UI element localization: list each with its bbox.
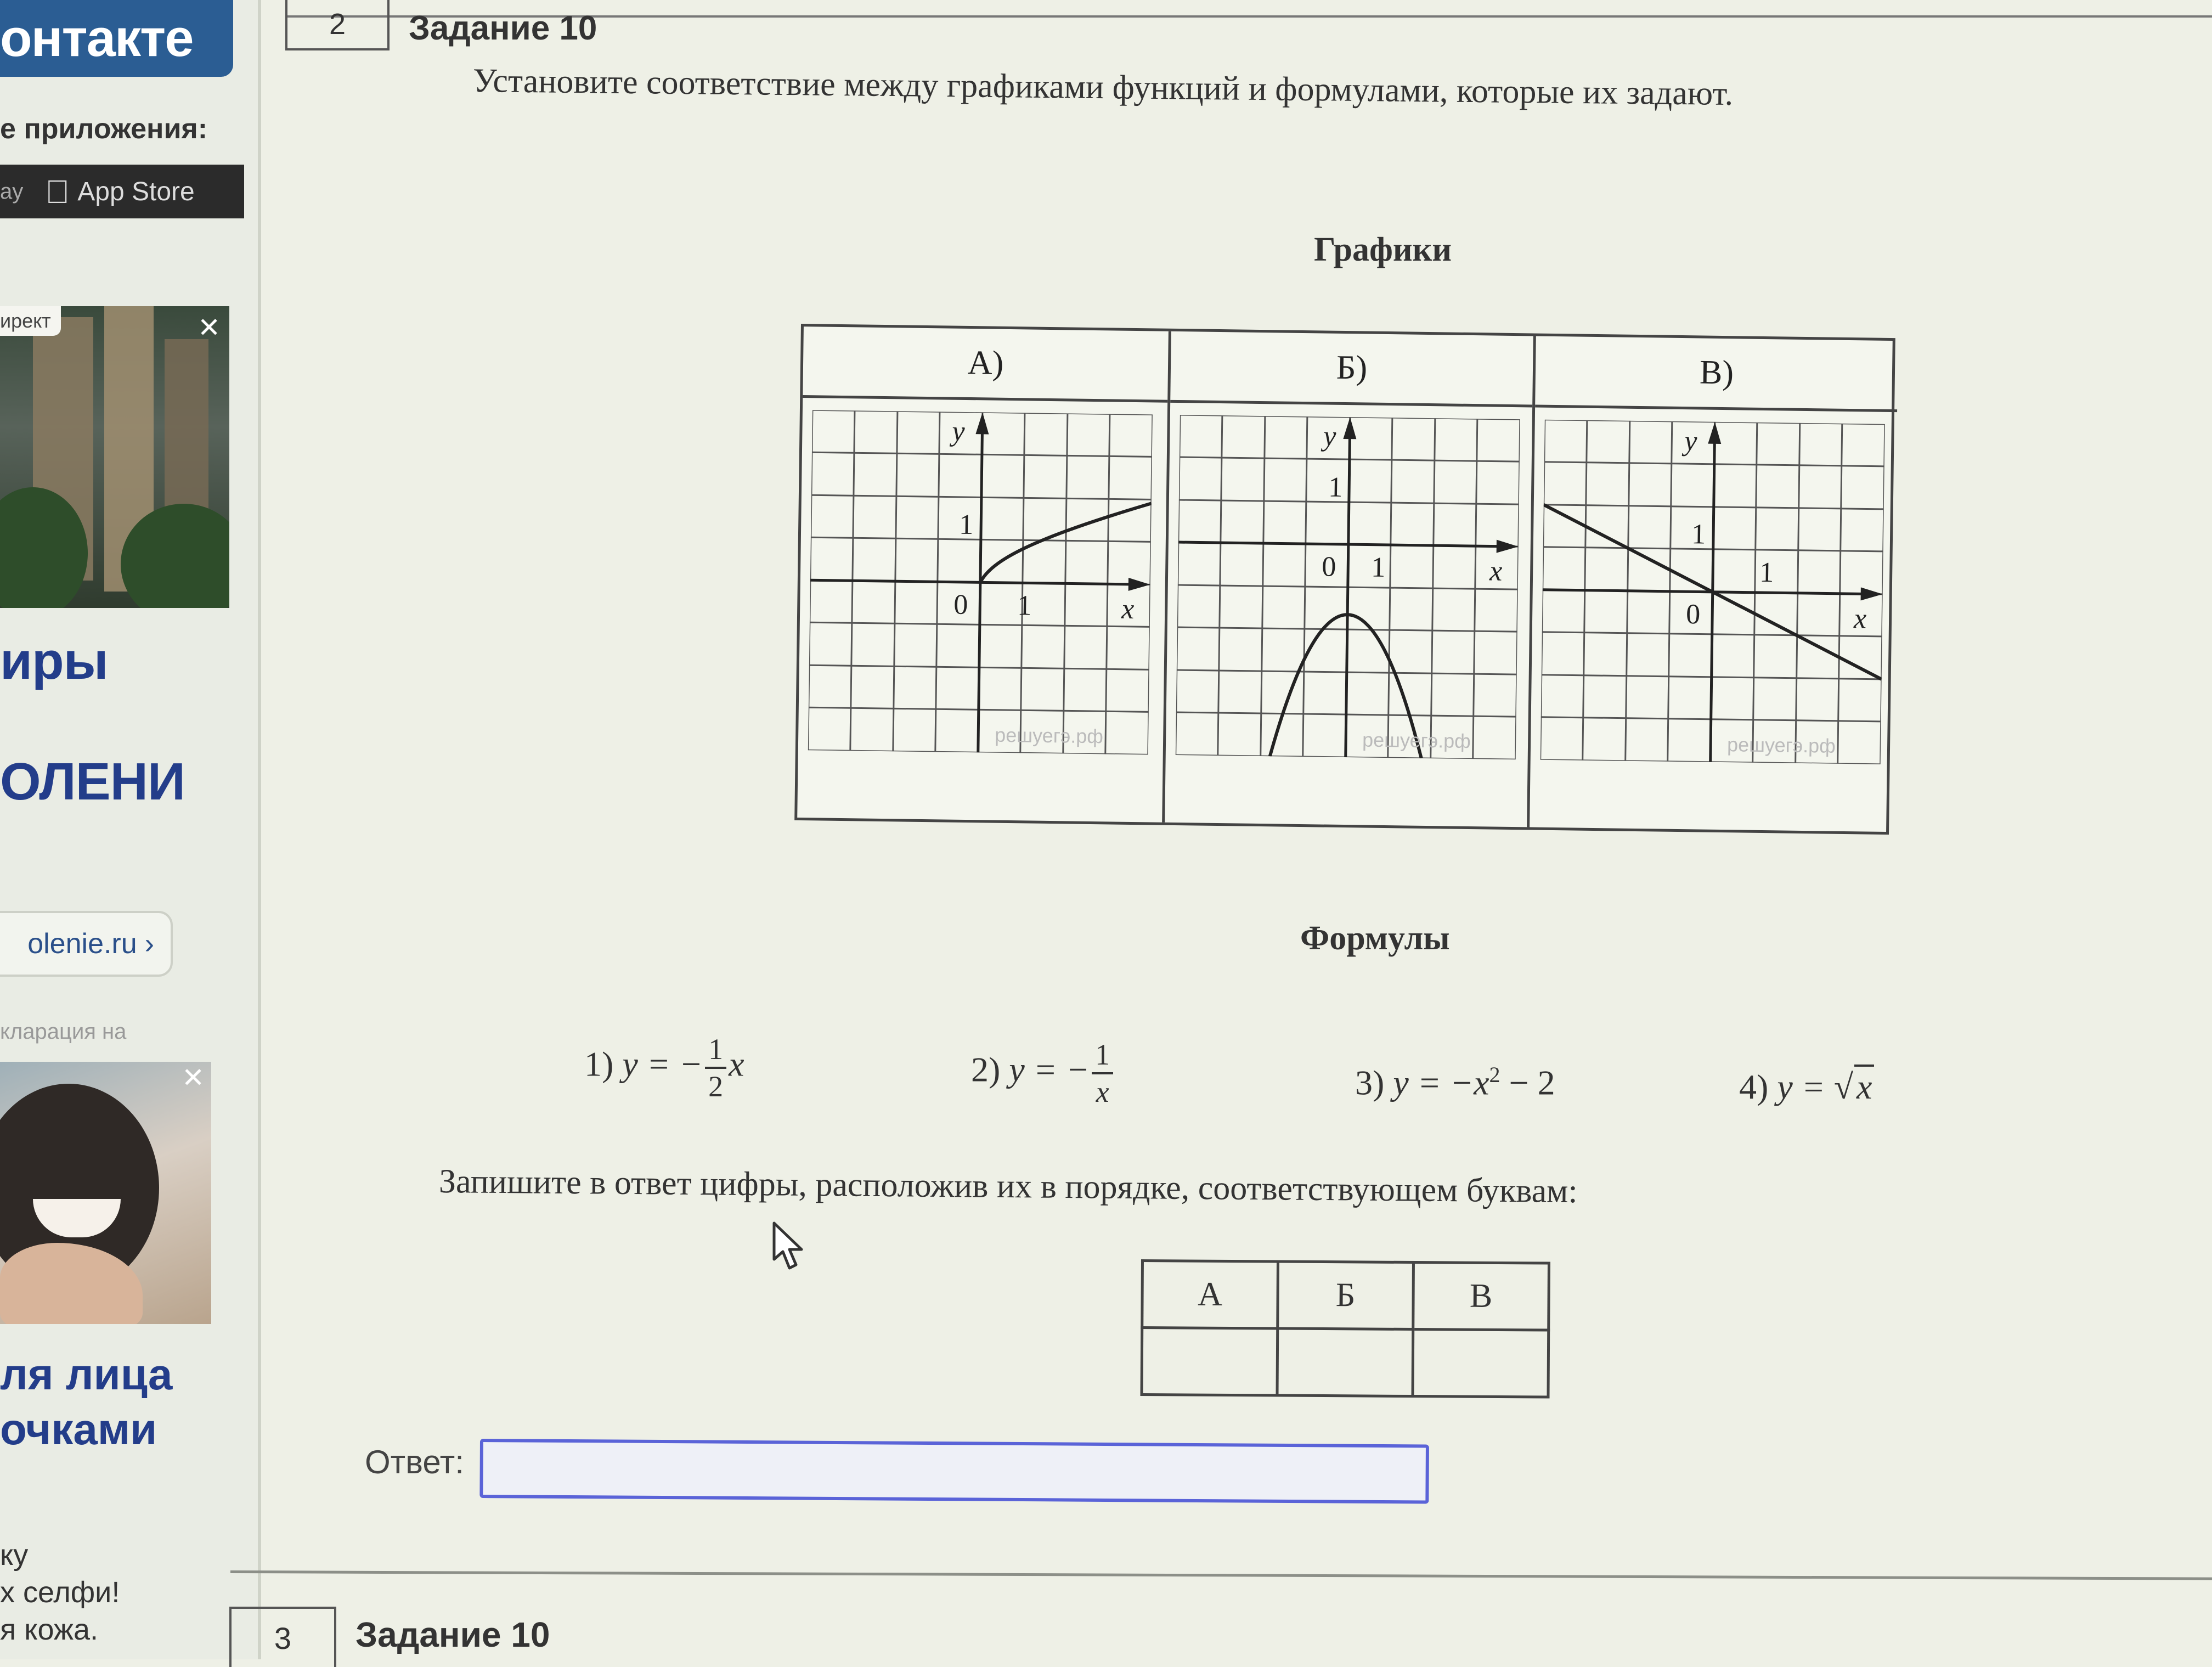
graph-b-plot (1176, 415, 1520, 759)
answer-cell-b (1277, 1328, 1413, 1396)
ad-banner-image-2[interactable] (0, 1062, 211, 1324)
formula-3: 3) $y = -x^2 - 2$ (1355, 1062, 1555, 1102)
graph-a-plot (808, 410, 1153, 754)
svg-text:y: y (1684, 425, 1697, 457)
left-sidebar (0, 0, 261, 1659)
watermark: решуегэ.рф (994, 723, 1104, 748)
graph-v-label: В) (1535, 336, 1898, 413)
ad-headline[interactable]: иры (0, 632, 108, 690)
answer-label: Ответ: (365, 1444, 464, 1480)
svg-text:x: x (1489, 555, 1503, 587)
graph-v-plot (1541, 420, 1885, 764)
graphs-table (794, 324, 1895, 835)
answer-header-a: А (1142, 1261, 1278, 1329)
chevron-right-icon: › (144, 928, 154, 960)
task-number: 2 (285, 0, 390, 50)
answer-header-b: Б (1278, 1261, 1414, 1330)
formulas-heading: Формулы (1300, 920, 1450, 957)
graph-a (797, 326, 1169, 823)
graph-b-label: Б) (1170, 331, 1533, 408)
apple-icon (45, 173, 70, 211)
ad-site-button[interactable] (0, 911, 173, 977)
write-instruction: Запишите в ответ цифры, расположив их в порядке, соответствующем буквам: (438, 1163, 1578, 1210)
ad2-headline[interactable]: ля лица очками (0, 1350, 173, 1454)
task-title: Задание 10 (409, 9, 597, 47)
svg-text:1: 1 (1759, 556, 1774, 589)
svg-text:решуегэ.рф: решуегэ.рф (1726, 733, 1836, 757)
ad-banner-image[interactable] (0, 306, 229, 608)
close-icon[interactable]: ✕ (198, 312, 221, 343)
svg-text:решуегэ.рф: решуегэ.рф (1362, 728, 1471, 753)
formula-2: 2) y = − $\frac{1}{x}$ (971, 1037, 1115, 1110)
answer-cell-a (1142, 1328, 1278, 1396)
svg-text:0: 0 (1321, 551, 1336, 583)
svg-text:1: 1 (1691, 519, 1706, 550)
svg-text:x: x (1853, 603, 1867, 635)
store-bar (0, 165, 244, 218)
google-play-link[interactable]: ay (0, 179, 24, 204)
ad2-description: ку х селфи! я кожа. (0, 1539, 120, 1646)
answer-grid (1140, 1259, 1550, 1399)
graphs-heading: Графики (1314, 231, 1452, 268)
vk-header-link[interactable]: онтакте (0, 0, 233, 77)
answer-input[interactable] (479, 1439, 1429, 1504)
mouse-cursor-icon (771, 1221, 809, 1273)
graph-a-label: А) (803, 326, 1169, 403)
svg-text:1: 1 (1370, 551, 1386, 583)
graph-v (1527, 336, 1898, 832)
one-y-label: 1 (958, 509, 974, 541)
y-axis-label: y (952, 415, 965, 447)
svg-text:1: 1 (1328, 471, 1343, 503)
ad-tag: ирект (0, 306, 61, 336)
svg-text:0: 0 (1685, 599, 1701, 630)
answer-cell-v (1413, 1330, 1549, 1398)
ad-headline-2[interactable]: ОЛЕНИ (0, 752, 185, 811)
answer-header-v: В (1413, 1263, 1549, 1331)
svg-text:y: y (1323, 420, 1336, 452)
x-axis-label: x (1121, 593, 1135, 625)
app-store-link[interactable]: App Store (53, 177, 170, 206)
apps-label: е приложения: (0, 113, 208, 145)
formula-4: 4) y = √x (1739, 1065, 1874, 1107)
next-task-number: 3 (229, 1607, 336, 1667)
one-x-label: 1 (1017, 590, 1032, 622)
origin-label: 0 (953, 589, 968, 621)
ad-site-label: olenie.ru (27, 928, 137, 960)
close-icon[interactable]: ✕ (182, 1062, 205, 1093)
task-instruction: Установите соответствие между графиками функций и формулами, которые их задают. (472, 62, 1734, 113)
next-task-title: Задание 10 (356, 1615, 550, 1654)
ad-declaration: кларация на (0, 1020, 127, 1044)
graph-b (1162, 331, 1533, 827)
task-divider (230, 1570, 2212, 1580)
formula-1: 1) y = − $\frac{1}{2}$ x (584, 1033, 744, 1103)
